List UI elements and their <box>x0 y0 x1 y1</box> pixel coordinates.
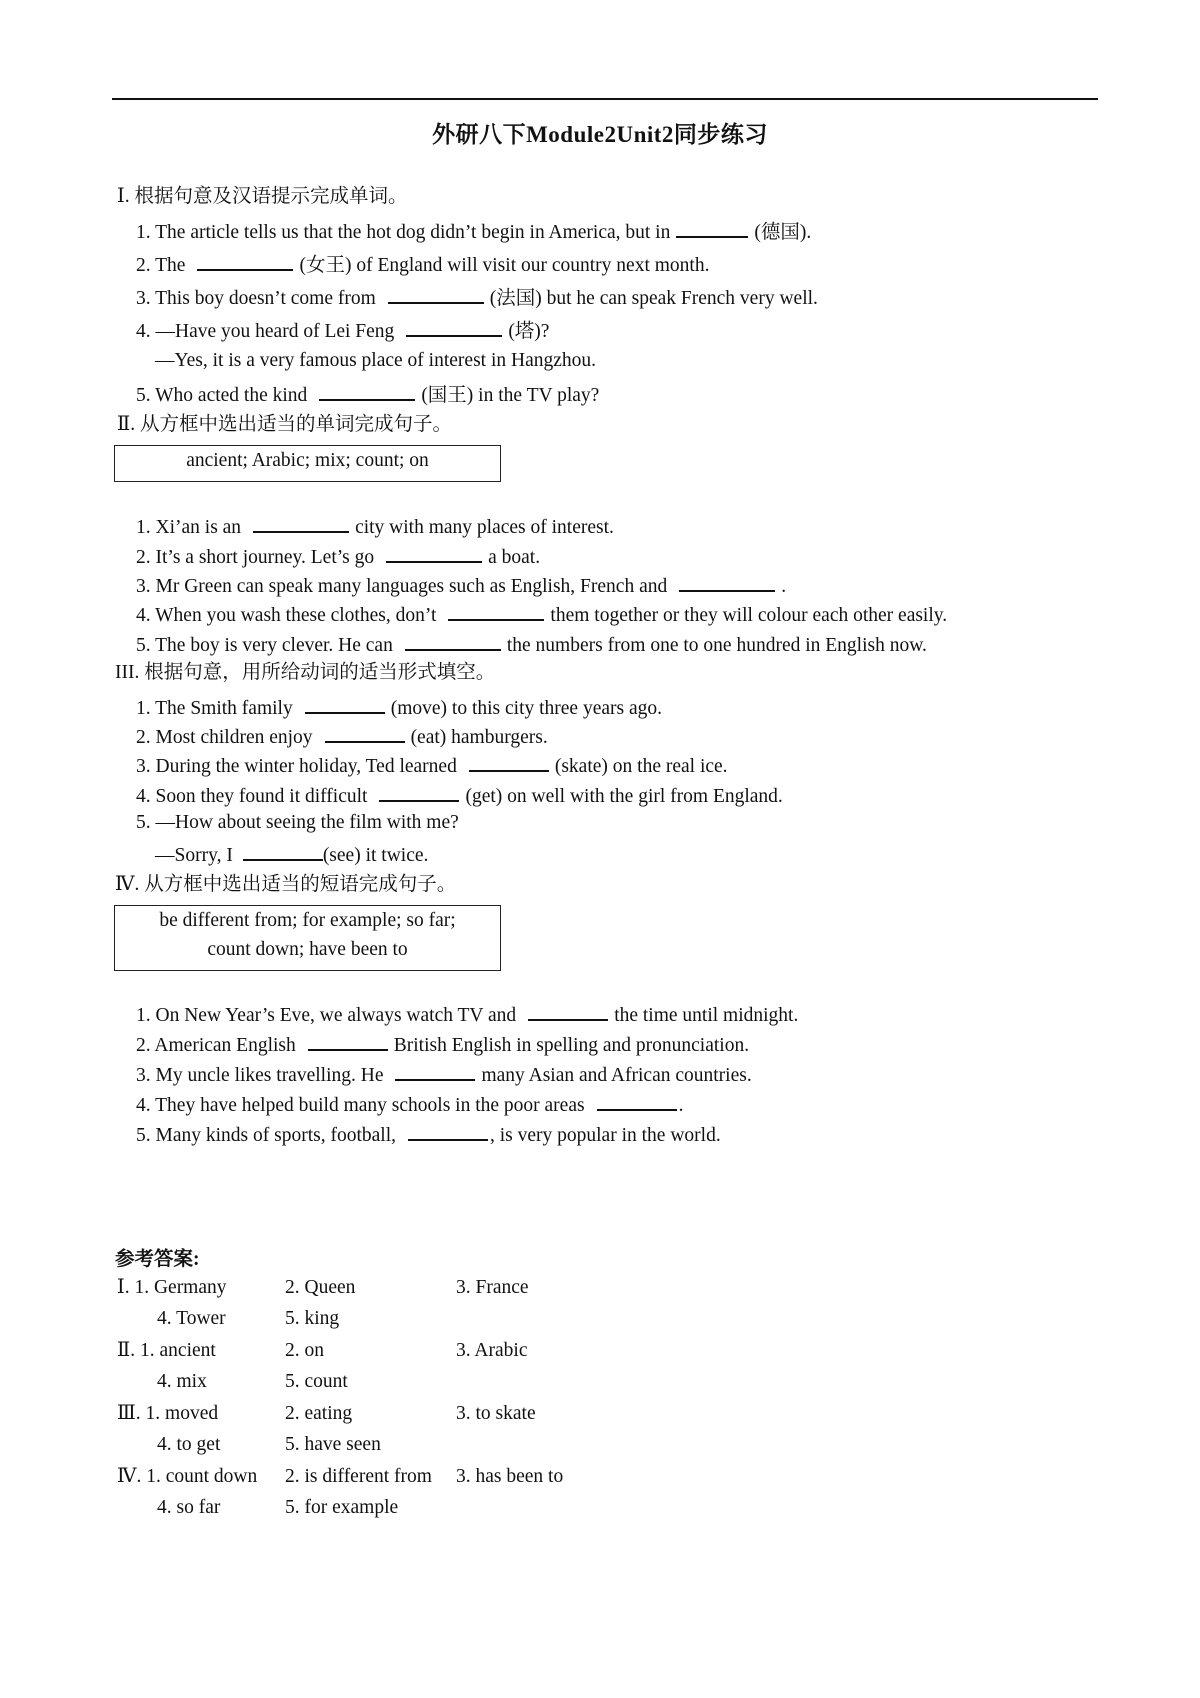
answer-blank[interactable] <box>676 218 748 238</box>
section3-item-4: 4. Soon they found it difficult (get) on well with the girl from England. <box>136 782 783 809</box>
section3-item-1: 1. The Smith family (move) to this city three years ago. <box>136 694 662 721</box>
answer-blank[interactable] <box>253 513 349 533</box>
section2-item-5: 5. The boy is very clever. He can the numbers from one to one hundred in English now. <box>136 631 927 658</box>
section1-item-1: 1. The article tells us that the hot dog didn’t begin in America, but in (德国). <box>136 218 811 245</box>
section2-item-3: 3. Mr Green can speak many languages such as English, French and . <box>136 572 786 599</box>
answer-row: 4. to get <box>157 1434 221 1455</box>
answer-row: 4. so far <box>157 1497 221 1518</box>
section1-heading: Ⅰ. 根据句意及汉语提示完成单词。 <box>117 186 408 207</box>
answer-blank[interactable] <box>388 284 484 304</box>
section4-heading: Ⅳ. 从方框中选出适当的短语完成句子。 <box>115 874 457 895</box>
answer-blank[interactable] <box>469 752 549 772</box>
answer-blank[interactable] <box>528 1001 608 1021</box>
answer-blank[interactable] <box>405 631 501 651</box>
answer-row: 4. Tower <box>157 1308 226 1329</box>
answer-row: 2. on <box>285 1340 324 1361</box>
section4-item-4: 4. They have helped build many schools in the poor areas . <box>136 1091 683 1118</box>
answer-row: 3. France <box>456 1277 529 1298</box>
answer-blank[interactable] <box>243 841 323 861</box>
answer-blank[interactable] <box>197 251 293 271</box>
answer-row: 3. to skate <box>456 1403 536 1424</box>
answer-blank[interactable] <box>305 694 385 714</box>
answer-row: Ⅰ. 1. Germany <box>117 1277 227 1298</box>
section4-item-2: 2. American English British English in spelling and pronunciation. <box>136 1031 749 1058</box>
answer-row: 2. eating <box>285 1403 353 1424</box>
phrase-box-line-2: count down; have been to <box>207 939 408 960</box>
answer-blank[interactable] <box>325 723 405 743</box>
answer-blank[interactable] <box>386 543 482 563</box>
answer-row: 5. count <box>285 1371 348 1392</box>
section3-item-5-reply: —Sorry, I (see) it twice. <box>155 841 428 868</box>
section3-item-2: 2. Most children enjoy (eat) hamburgers. <box>136 723 548 750</box>
section3-item-5: 5. —How about seeing the film with me? <box>136 812 459 833</box>
answer-row: 5. for example <box>285 1497 399 1518</box>
answer-blank[interactable] <box>597 1091 677 1111</box>
section4-item-3: 3. My uncle likes travelling. He many Asian and African countries. <box>136 1061 752 1088</box>
section2-heading: Ⅱ. 从方框中选出适当的单词完成句子。 <box>117 414 453 435</box>
answer-row: Ⅳ. 1. count down <box>117 1466 258 1487</box>
answer-row: 4. mix <box>157 1371 207 1392</box>
answer-row: Ⅱ. 1. ancient <box>117 1340 216 1361</box>
section3-heading: III. 根据句意，用所给动词的适当形式填空。 <box>115 662 496 683</box>
section1-item-3: 3. This boy doesn’t come from (法国) but he can speak French very well. <box>136 284 818 311</box>
phrase-box <box>114 905 501 971</box>
answer-row: 3. has been to <box>456 1466 564 1487</box>
answer-row: 5. king <box>285 1308 340 1329</box>
section1-item-4: 4. —Have you heard of Lei Feng (塔)? <box>136 317 549 344</box>
phrase-box-line-1: be different from; for example; so far; <box>159 910 456 931</box>
answer-row: 2. is different from <box>285 1466 432 1487</box>
answer-blank[interactable] <box>408 1121 488 1141</box>
answer-row: 5. have seen <box>285 1434 381 1455</box>
answer-blank[interactable] <box>679 572 775 592</box>
answer-blank[interactable] <box>379 782 459 802</box>
word-box-text: ancient; Arabic; mix; count; on <box>186 450 429 471</box>
answer-row: 2. Queen <box>285 1277 356 1298</box>
answer-row: 3. Arabic <box>456 1340 528 1361</box>
section2-item-1: 1. Xi’an is an city with many places of interest. <box>136 513 614 540</box>
section4-item-5: 5. Many kinds of sports, football, , is very popular in the world. <box>136 1121 721 1148</box>
section1-item-4-reply: —Yes, it is a very famous place of interest in Hangzhou. <box>155 350 597 371</box>
answer-key-heading: 参考答案: <box>115 1249 200 1270</box>
section1-item-2: 2. The (女王) of England will visit our country next month. <box>136 251 709 278</box>
section4-item-1: 1. On New Year’s Eve, we always watch TV and the time until midnight. <box>136 1001 798 1028</box>
answer-blank[interactable] <box>308 1031 388 1051</box>
page-title: 外研八下Module2Unit2同步练习 <box>432 122 768 147</box>
section3-item-3: 3. During the winter holiday, Ted learned (skate) on the real ice. <box>136 752 728 779</box>
answer-blank[interactable] <box>319 381 415 401</box>
answer-blank[interactable] <box>395 1061 475 1081</box>
section2-item-4: 4. When you wash these clothes, don’t them together or they will colour each other easily. <box>136 601 947 628</box>
answer-blank[interactable] <box>448 601 544 621</box>
section2-item-2: 2. It’s a short journey. Let’s go a boat. <box>136 543 540 570</box>
word-box <box>114 445 501 482</box>
section1-item-5: 5. Who acted the kind (国王) in the TV play? <box>136 381 599 408</box>
header-rule <box>112 98 1098 100</box>
answer-row: Ⅲ. 1. moved <box>117 1403 219 1424</box>
answer-blank[interactable] <box>406 317 502 337</box>
